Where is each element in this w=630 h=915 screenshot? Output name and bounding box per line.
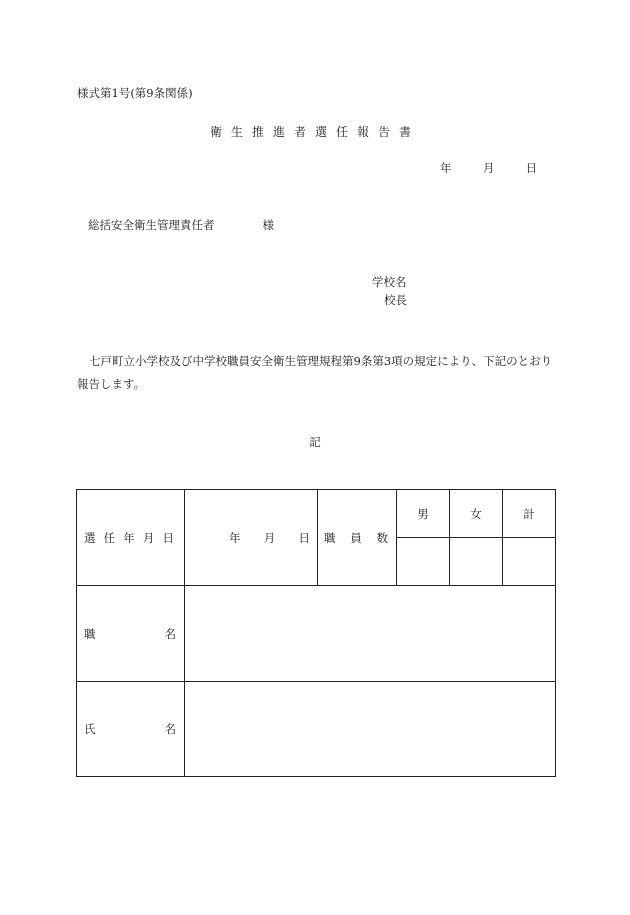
total-header: 計 [503,490,556,538]
body-text: 七戸町立小学校及び中学校職員安全衛生管理規程第9条第3項の規定により、下記のとおり報告します。 [77,354,553,391]
male-count-field[interactable] [397,538,450,586]
appointment-date-label: 選 任 年 月 日 [77,490,185,586]
principal-label: 校長 [384,293,407,307]
job-title-field[interactable] [185,586,556,682]
appointment-date-field[interactable] [185,490,318,586]
addressee-honorific: 様 [262,218,274,232]
name-label: 氏 名 [77,682,185,777]
table-date-day: 日 [298,530,310,545]
name-field[interactable] [185,682,556,777]
school-name-label: 学校名 [372,275,407,289]
addressee-name: 総括安全衛生管理責任者 [88,218,215,232]
ki-heading: 記 [309,435,321,449]
female-header: 女 [450,490,503,538]
female-count-field[interactable] [450,538,503,586]
job-title-label: 職 名 [77,586,185,682]
report-date-line [440,160,537,176]
male-header: 男 [397,490,450,538]
table-date-month: 月 [263,530,276,545]
addressee [88,217,274,233]
total-count-field[interactable] [503,538,556,586]
form-number: 様式第1号(第9条関係) [77,86,193,100]
date-month-label: 月 [482,161,495,175]
document-title: 衛生推進者選任報告書 [209,125,420,139]
date-year-label: 年 [440,161,452,175]
staff-count-label: 職 員 数 [318,490,397,586]
date-day-label: 日 [525,161,538,175]
table-date-year: 年 [229,530,241,545]
report-table [76,489,556,777]
